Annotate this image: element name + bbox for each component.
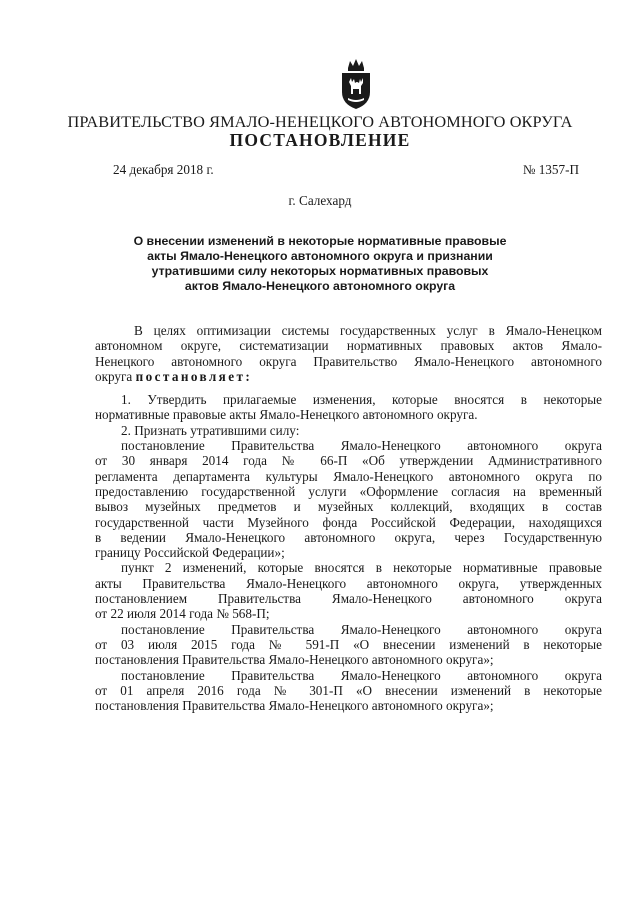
- repealed-act-line: границу Российской Федерации»;: [95, 545, 285, 561]
- preamble-line: автономном округе, систематизации нормативных правовых актов Ямало-: [95, 338, 602, 354]
- repealed-act-line: постановлением Правительства Ямало-Ненецкого автономного округа: [95, 591, 602, 607]
- preamble-line: В целях оптимизации системы государственных услуг в Ямало-Ненецком: [134, 323, 602, 338]
- repealed-act-line: пункт 2 изменений, которые вносятся в некоторые нормативные правовые: [121, 560, 602, 576]
- repealed-act-line: от 03 июля 2015 года № 591-П «О внесении изменений в некоторые: [95, 636, 602, 652]
- repealed-act-line: постановление Правительства Ямало-Ненецкого автономного округа: [121, 621, 602, 637]
- repealed-act-line: от 01 апреля 2016 года № 301-П «О внесении изменений в некоторые: [95, 682, 602, 698]
- repealed-act-line: вывоз музейных предметов и музейных коллекций, входящих в состав: [95, 499, 602, 515]
- document-date: 24 декабря 2018 г.: [113, 162, 214, 177]
- item-2-heading: 2. Признать утратившими силу:: [121, 422, 300, 438]
- repealed-act-line: постановления Правительства Ямало-Ненецкого автономного округа»;: [95, 652, 494, 668]
- repealed-act-line: государственной части Музейного фонда Российской Федерации, находящихся: [95, 514, 602, 530]
- subject-line: О внесении изменений в некоторые нормативные правовые: [133, 234, 507, 248]
- subject-line: акты Ямало-Ненецкого автономного округа и признании: [147, 249, 493, 263]
- resolution-verb: постановляет:: [135, 368, 253, 384]
- repealed-act-line: в ведении Ямало-Ненецкого автономного округа, через Государственную: [95, 529, 602, 545]
- repealed-act-line: от 22 июля 2014 года № 568-П;: [95, 606, 270, 622]
- repealed-act-line: регламента департамента культуры Ямало-Ненецкого автономного округа по: [95, 468, 602, 484]
- item-1-line: 1. Утвердить прилагаемые изменения, которые вносятся в некоторые: [121, 392, 602, 408]
- repealed-act-line: постановление Правительства Ямало-Ненецкого автономного округа: [121, 438, 602, 454]
- document-body: [95, 323, 602, 713]
- repealed-act-line: от 30 января 2014 года № 66-П «Об утверждении Административного: [95, 453, 602, 469]
- coat-of-arms-icon: [336, 58, 376, 110]
- repealed-act-line: постановления Правительства Ямало-Ненецкого автономного округа»;: [95, 698, 494, 714]
- repealed-act-line: постановление Правительства Ямало-Ненецкого автономного округа: [121, 667, 602, 683]
- preamble-prefix: округа: [95, 368, 133, 384]
- subject-line: актов Ямало-Ненецкого автономного округа: [184, 279, 456, 293]
- document-type: ПОСТАНОВЛЕНИЕ: [229, 130, 411, 150]
- preamble-line: Ненецкого автономного округа Правительство Ямало-Ненецкого автономного: [95, 353, 602, 369]
- repealed-act-line: акты Правительства Ямало-Ненецкого автономного округа, утвержденных: [95, 575, 602, 591]
- subject-line: утратившими силу некоторых нормативных правовых: [151, 264, 489, 278]
- document-number: № 1357-П: [522, 162, 579, 177]
- government-title: ПРАВИТЕЛЬСТВО ЯМАЛО-НЕНЕЦКОГО АВТОНОМНОГО ОКРУГА: [67, 112, 573, 131]
- item-1-line: нормативные правовые акты Ямало-Ненецкого автономного округа.: [95, 407, 478, 423]
- preamble-line: [95, 369, 602, 384]
- document-subject: [0, 234, 640, 294]
- repealed-act-line: предоставлению государственной услуги «Оформление согласия на временный: [95, 483, 602, 499]
- document-city: г. Салехард: [288, 193, 352, 208]
